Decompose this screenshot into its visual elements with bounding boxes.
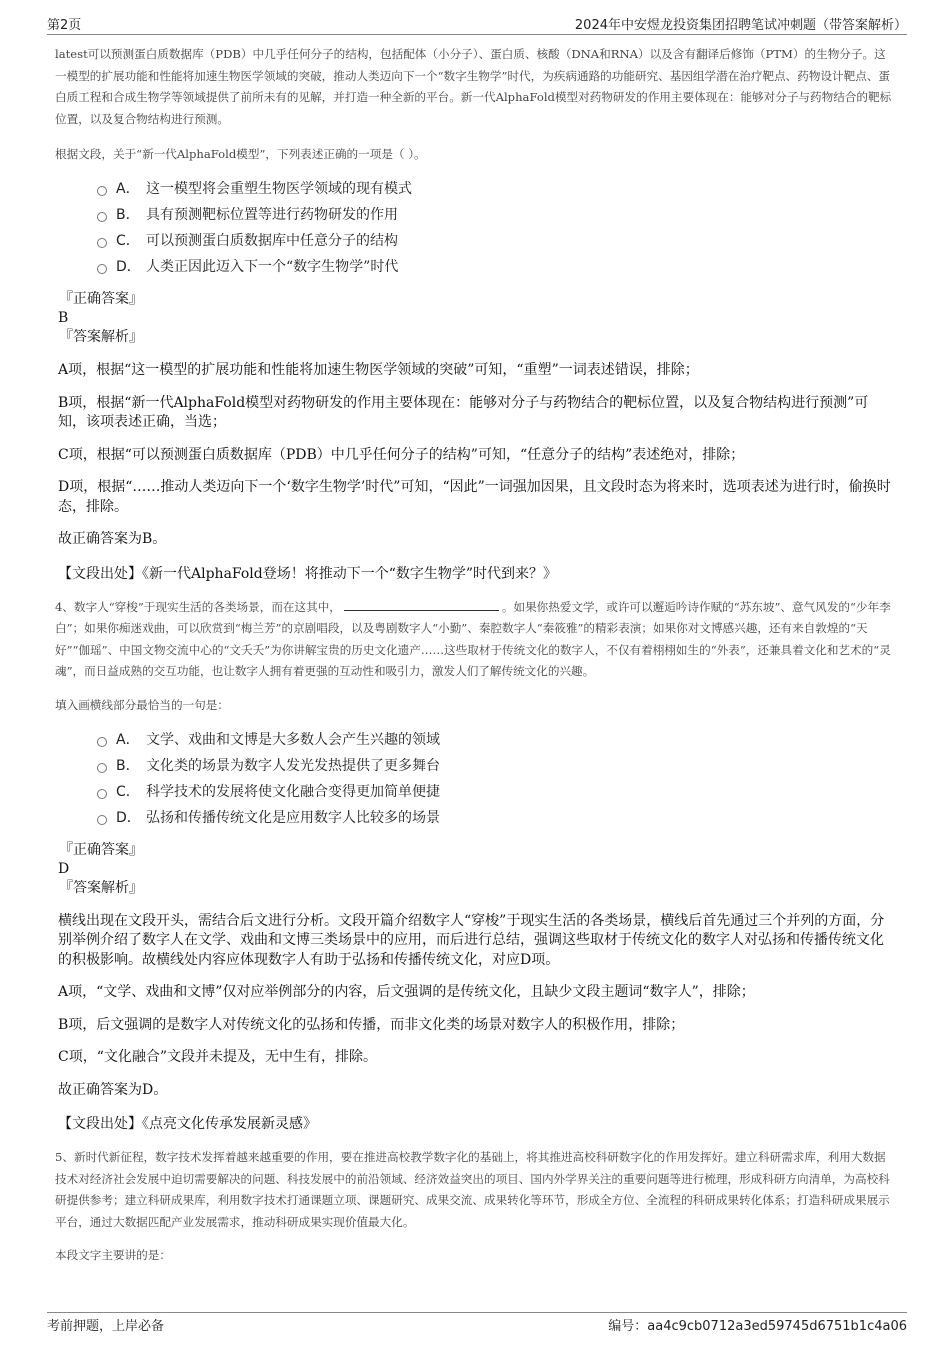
page-content — [55, 44, 895, 1275]
q4-passage-after: 。如果你热爱文学，或许可以邂逅吟诗作赋的“苏东坡”、意气风发的“少年李白”；如果你痴迷戏曲，可以欣赏到“梅兰芳”的京剧唱段，以及粤剧数字人“小勤”、秦腔数字人“秦筱雅”的精彩表演；如果你对文博感兴趣，还有来自敦煌的“天好”“伽瑶”、中国文物交流中心的“文夭夭”为你讲解宝贵的历史文化遗产……这些取材于传统文化的数字人，不仅有着栩栩如生的“外表”，还兼具着文化和艺术的“灵魂”，而日益成熟的交互功能，也让数字人拥有着更强的互动性和吸引力，激发人们了解传统文化的兴趣。 — [55, 599, 891, 678]
q4-analysis-c: C项，“文化融合”文段并未提及，无中生有，排除。 — [58, 1049, 378, 1065]
q4-option-d[interactable] — [97, 805, 895, 831]
q3-prompt: 根据文段，关于“新一代AlphaFold模型”，下列表述正确的一项是（ ）。 — [55, 147, 426, 161]
q3-source: 【文段出处】《新一代AlphaFold登场！将推动下一个“数字生物学”时代到来？》 — [58, 565, 558, 582]
option-key: D． — [116, 809, 141, 826]
q3-analysis-c: C项，根据“可以预测蛋白质数据库（PDB）中几乎任何分子的结构”可知，“任意分子的结构”表述绝对，排除； — [58, 446, 745, 463]
document-id: 编号：aa4c9cb0712a3ed59745d6751b1c4a06 — [608, 1319, 907, 1334]
q3-conclusion: 故正确答案为B。 — [58, 531, 167, 547]
option-text: 文化类的场景为数字人发光发热提供了更多舞台 — [146, 757, 440, 774]
q4-conclusion: 故正确答案为D。 — [58, 1081, 168, 1098]
q3-answer: B — [58, 310, 69, 326]
q3-analysis-label: 『答案解析』 — [59, 329, 143, 345]
option-text: 人类正因此迈入下一个“数字生物学”时代 — [146, 259, 399, 275]
q4-option-c[interactable] — [97, 779, 895, 805]
q3-option-d[interactable] — [97, 254, 895, 280]
option-key: A． — [116, 731, 140, 748]
option-text: 文学、戏曲和文博是大多数人会产生兴趣的领域 — [146, 731, 440, 748]
option-key: B． — [116, 757, 140, 774]
q5-prompt: 本段文字主要讲的是： — [55, 1248, 171, 1262]
radio-icon[interactable] — [97, 789, 107, 799]
q4-option-a[interactable] — [97, 727, 895, 753]
q4-analysis-label: 『答案解析』 — [59, 879, 143, 896]
radio-icon[interactable] — [97, 737, 107, 747]
option-text: 弘扬和传播传统文化是应用数字人比较多的场景 — [146, 809, 440, 826]
q3-passage: latest可以预测蛋白质数据库（PDB）中几乎任何分子的结构，包括配体（小分子）、蛋白质、核酸（DNA和RNA）以及含有翻译后修饰（PTM）的生物分子。这一模型的扩展功能和性能将加速生物医学领域的突破，推动人类迈向下一个“数字生物学”时代，为疾病通路的功能研究、基因组学潜在治疗靶点、药物设计靶点、蛋白质工程和合成生物学等领域提供了前所未有的见解，并打造一种全新的平台。新一代AlphaFold模型对药物研发的作用主要体现在：能够对分子与药物结合的靶标位置，以及复合物结构进行预测。 — [55, 47, 892, 126]
option-key: D． — [116, 259, 141, 275]
q3-options — [97, 176, 895, 280]
option-text: 可以预测蛋白质数据库中任意分子的结构 — [146, 233, 398, 249]
q4-prompt: 填入画横线部分最恰当的一句是： — [55, 697, 229, 712]
option-text: 科学技术的发展将使文化融合变得更加简单便捷 — [146, 783, 440, 800]
q4-options — [97, 727, 895, 831]
q4-passage — [55, 597, 895, 683]
option-key: C． — [116, 233, 140, 249]
option-text: 具有预测靶标位置等进行药物研发的作用 — [146, 207, 398, 223]
option-key: C． — [116, 783, 140, 800]
footer-slogan: 考前押题，上岸必备 — [47, 1319, 165, 1334]
q4-answer-label: 『正确答案』 — [59, 841, 143, 858]
q4-analysis-a: A项，“文学、戏曲和文博”仅对应举例部分的内容，后文强调的是传统文化，且缺少文段主题词“数字人”，排除； — [58, 984, 755, 1000]
page-number: 第2页 — [47, 18, 82, 33]
q4-option-b[interactable] — [97, 753, 895, 779]
q5-passage: 5、新时代新征程，数字技术发挥着越来越重要的作用，要在推进高校教学数字化的基础上，将其推进高校科研数字化的作用发挥好。建立科研需求库，利用大数据技术对经济社会发展中迫切需要解决的问题、科技发展中的前沿领域、经济效益突出的项目、国内外学界关注的重要问题等进行梳理，形成科研方向清单，为高校科研提供参考；建立科研成果库，利用数字技术打通课题立项、课题研究、成果交流、成果转化等环节，形成全方位、全流程的科研成果转化体系；打造科研成果展示平台，通过大数据匹配产业发展需求，推动科研成果实现价值最大化。 — [55, 1150, 890, 1229]
radio-icon[interactable] — [97, 264, 107, 274]
radio-icon[interactable] — [97, 212, 107, 222]
fill-blank — [344, 598, 499, 611]
option-text: 这一模型将会重塑生物医学领域的现有模式 — [146, 181, 412, 197]
q3-option-c[interactable] — [97, 228, 895, 254]
q4-answer: D — [58, 860, 70, 877]
page-header — [47, 12, 907, 35]
q3-analysis-d: D项，根据“……推动人类迈向下一个‘数字生物学’时代”可知，“因此”一词强加因果，且文段时态为将来时，选项表述为进行时，偷换时态，排除。 — [58, 479, 891, 515]
option-key: B． — [116, 207, 140, 223]
q3-answer-label: 『正确答案』 — [59, 291, 143, 307]
q4-analysis-b: B项，后文强调的是数字人对传统文化的弘扬和传播，而非文化类的场景对数字人的积极作用，排除； — [58, 1016, 685, 1033]
q3-option-b[interactable] — [97, 202, 895, 228]
q3-analysis-b: B项，根据“新一代AlphaFold模型对药物研发的作用主要体现在：能够对分子与药物结合的靶标位置，以及复合物结构进行预测”可知，该项表述正确，当选； — [58, 394, 869, 430]
page-footer — [47, 1312, 907, 1335]
q4-passage-before: 4、数字人“穿梭”于现实生活的各类场景，而在这其中， — [55, 599, 341, 614]
radio-icon[interactable] — [97, 763, 107, 773]
radio-icon[interactable] — [97, 815, 107, 825]
q4-analysis-main: 横线出现在文段开头，需结合后文进行分析。文段开篇介绍数字人“穿梭”于现实生活的各类场景，横线后首先通过三个并列的方面，分别举例介绍了数字人在文学、戏曲和文博三类场景中的应用，而后进行总结，强调这些取材于传统文化的数字人对弘扬和传播传统文化的积极影响。故横线处内容应体现数字人有助于弘扬和传播传统文化，对应D项。 — [58, 912, 885, 968]
q3-option-a[interactable] — [97, 176, 895, 202]
document-title: 2024年中安煜龙投资集团招聘笔试冲刺题（带答案解析） — [574, 18, 907, 33]
radio-icon[interactable] — [97, 186, 107, 196]
radio-icon[interactable] — [97, 238, 107, 248]
q4-source: 【文段出处】《点亮文化传承发展新灵感》 — [58, 1116, 317, 1132]
option-key: A． — [116, 181, 140, 197]
q3-analysis-a: A项，根据“这一模型的扩展功能和性能将加速生物医学领域的突破”可知，“重塑”一词表述错误，排除； — [58, 362, 699, 378]
